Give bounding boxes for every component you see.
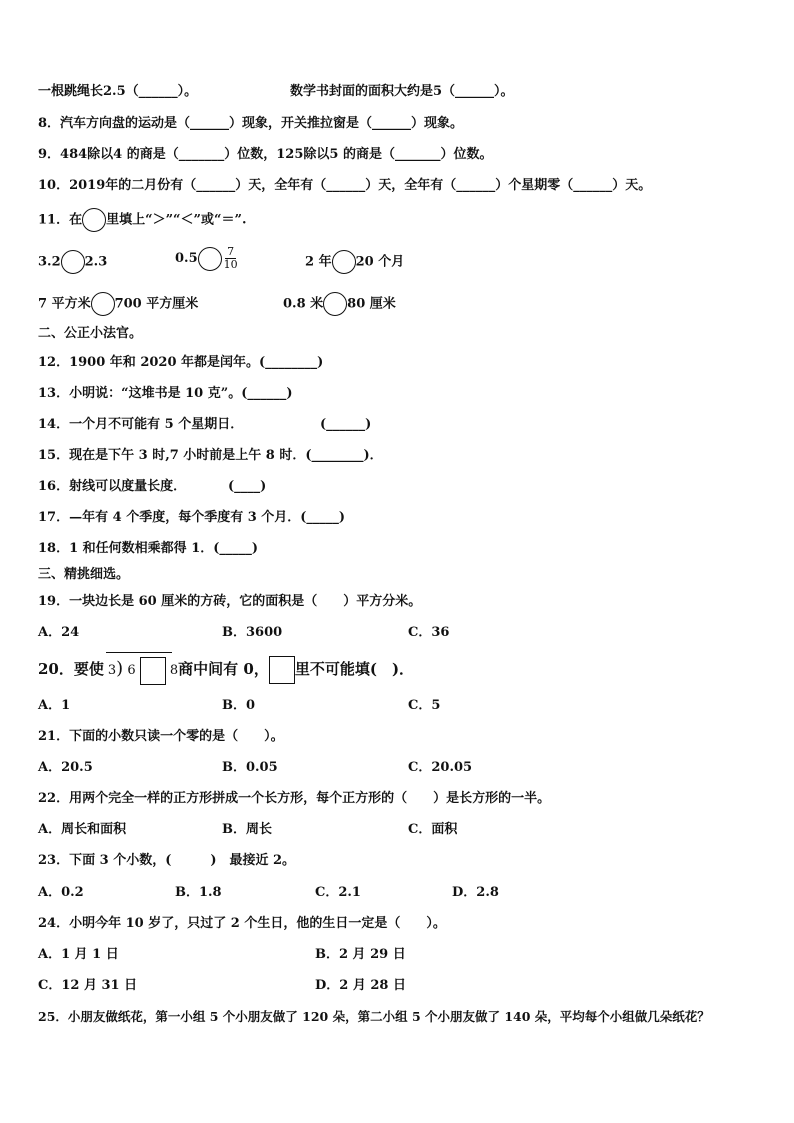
option-c: C．面积 — [408, 822, 458, 837]
q11-item-1-left: 3.2 — [38, 254, 61, 270]
compare-circle — [91, 292, 115, 316]
question-14: 14．一个月不可能有 5 个星期日． — [38, 417, 244, 432]
q11-item-4 — [38, 292, 198, 316]
q11-item-4-left: 7 平方米 — [38, 296, 91, 312]
question-11 — [38, 208, 247, 232]
q11-item-1-right: 2.3 — [84, 254, 108, 270]
option-c: C．2.1 — [315, 885, 361, 900]
compare-circle — [61, 250, 85, 274]
option-b: B．周长 — [222, 822, 272, 837]
q11-item-3 — [305, 250, 404, 274]
question-21: 21．下面的小数只读一个零的是（ ）。 — [38, 729, 284, 744]
fraction — [224, 246, 238, 271]
option-a: A．24 — [38, 625, 80, 640]
fraction-denominator: 10 — [223, 258, 238, 271]
option-b: B．2 月 29 日 — [315, 947, 406, 962]
question-24: 24．小明今年 10 岁了，只过了 2 个生日，他的生日一定是（ ）。 — [38, 916, 446, 931]
q11-item-5-left: 0.8 米 — [283, 296, 324, 312]
q11-item-2-left: 0.5 — [175, 251, 198, 266]
option-c: C．20.05 — [408, 760, 473, 775]
option-a: A．1 月 1 日 — [38, 947, 119, 962]
question-23: 23．下面 3 个小数，( ) 最接近 2。 — [38, 853, 296, 868]
question-17: 17．—年有 4 个季度，每个季度有 3 个月．(_____) — [38, 510, 346, 525]
question-12: 12．1900 年和 2020 年都是闰年。(________) — [38, 355, 324, 370]
section-3-heading: 三、精挑细选。 — [38, 567, 130, 582]
option-d: D．2.8 — [452, 885, 499, 900]
option-c: C．5 — [408, 698, 441, 713]
option-a: A．0.2 — [38, 885, 84, 900]
question-top-left: 一根跳绳长2.5（______）。 — [38, 84, 198, 99]
question-13: 13．小明说：“这堆书是 10 克”。(______) — [38, 386, 293, 401]
option-b: B．1.8 — [175, 885, 222, 900]
question-19: 19．一块边长是 60 厘米的方砖，它的面积是（ ）平方分米。 — [38, 594, 422, 609]
question-22: 22．用两个完全一样的正方形拼成一个长方形，每个正方形的（ ）是长方形的一半。 — [38, 791, 551, 806]
option-d: D．2 月 28 日 — [315, 978, 406, 993]
blank-box — [269, 656, 295, 684]
question-8: 8．汽车方向盘的运动是（______）现象，开关推拉窗是（______）现象。 — [38, 116, 464, 131]
option-a: A．1 — [38, 698, 71, 713]
question-25: 25．小朋友做纸花，第一小组 5 个小朋友做了 120 朵，第二小组 5 个小朋友做了 140 朵，平均每个小组做几朵纸花？ — [38, 1009, 710, 1024]
division-bracket: ) — [116, 658, 124, 679]
q11-item-4-right: 700 平方厘米 — [114, 296, 199, 312]
q11-item-3-left: 2 年 — [305, 254, 332, 270]
question-18: 18．1 和任何数相乘都得 1．(_____) — [38, 541, 259, 556]
q20-mid: 商中间有 0， — [178, 660, 269, 678]
option-c: C．36 — [408, 625, 450, 640]
q20-lead: 20．要使 — [38, 660, 104, 678]
dividend-digit-1: 6 — [127, 663, 136, 678]
question-15: 15．现在是下午 3 时,7 小时前是上午 8 时．(________)． — [38, 448, 383, 463]
question-16: 16．射线可以度量长度． — [38, 479, 187, 494]
option-b: B．3600 — [222, 625, 283, 640]
q11-item-3-right: 20 个月 — [355, 254, 405, 270]
q11-suffix: 里填上“＞”“＜”或“＝”. — [106, 212, 247, 228]
q11-item-2 — [175, 246, 238, 271]
compare-circle — [82, 208, 106, 232]
blank-box — [140, 657, 166, 685]
question-20 — [38, 656, 414, 685]
question-14-blank: (______) — [320, 417, 372, 432]
long-division — [104, 656, 178, 685]
section-2-heading: 二、公正小法官。 — [38, 326, 143, 341]
question-top-right: 数学书封面的面积大约是5（______）。 — [290, 84, 514, 99]
question-9: 9．484除以4 的商是（_______）位数，125除以5 的商是（_______）位数。 — [38, 147, 493, 162]
q11-prefix: 11．在 — [38, 212, 83, 228]
question-10: 10．2019年的二月份有（______）天，全年有（______）天，全年有（______）个星期零（______）天。 — [38, 178, 652, 193]
compare-circle — [323, 292, 347, 316]
divisor: 3 — [107, 663, 117, 678]
option-a: A．20.5 — [38, 760, 93, 775]
q11-item-1 — [38, 250, 107, 274]
option-b: B．0 — [222, 698, 256, 713]
dividend-digit-3: 8 — [169, 663, 179, 678]
compare-circle — [332, 250, 356, 274]
fraction-numerator: 7 — [227, 245, 235, 258]
q11-item-5 — [283, 292, 396, 316]
option-b: B．0.05 — [222, 760, 278, 775]
division-bar — [106, 652, 172, 653]
option-c: C．12 月 31 日 — [38, 978, 138, 993]
compare-circle — [198, 247, 222, 271]
question-16-blank: (____) — [228, 479, 267, 494]
q11-item-5-right: 80 厘米 — [347, 296, 396, 312]
option-a: A．周长和面积 — [38, 822, 127, 837]
q20-end: 里不可能填( )． — [294, 660, 415, 678]
